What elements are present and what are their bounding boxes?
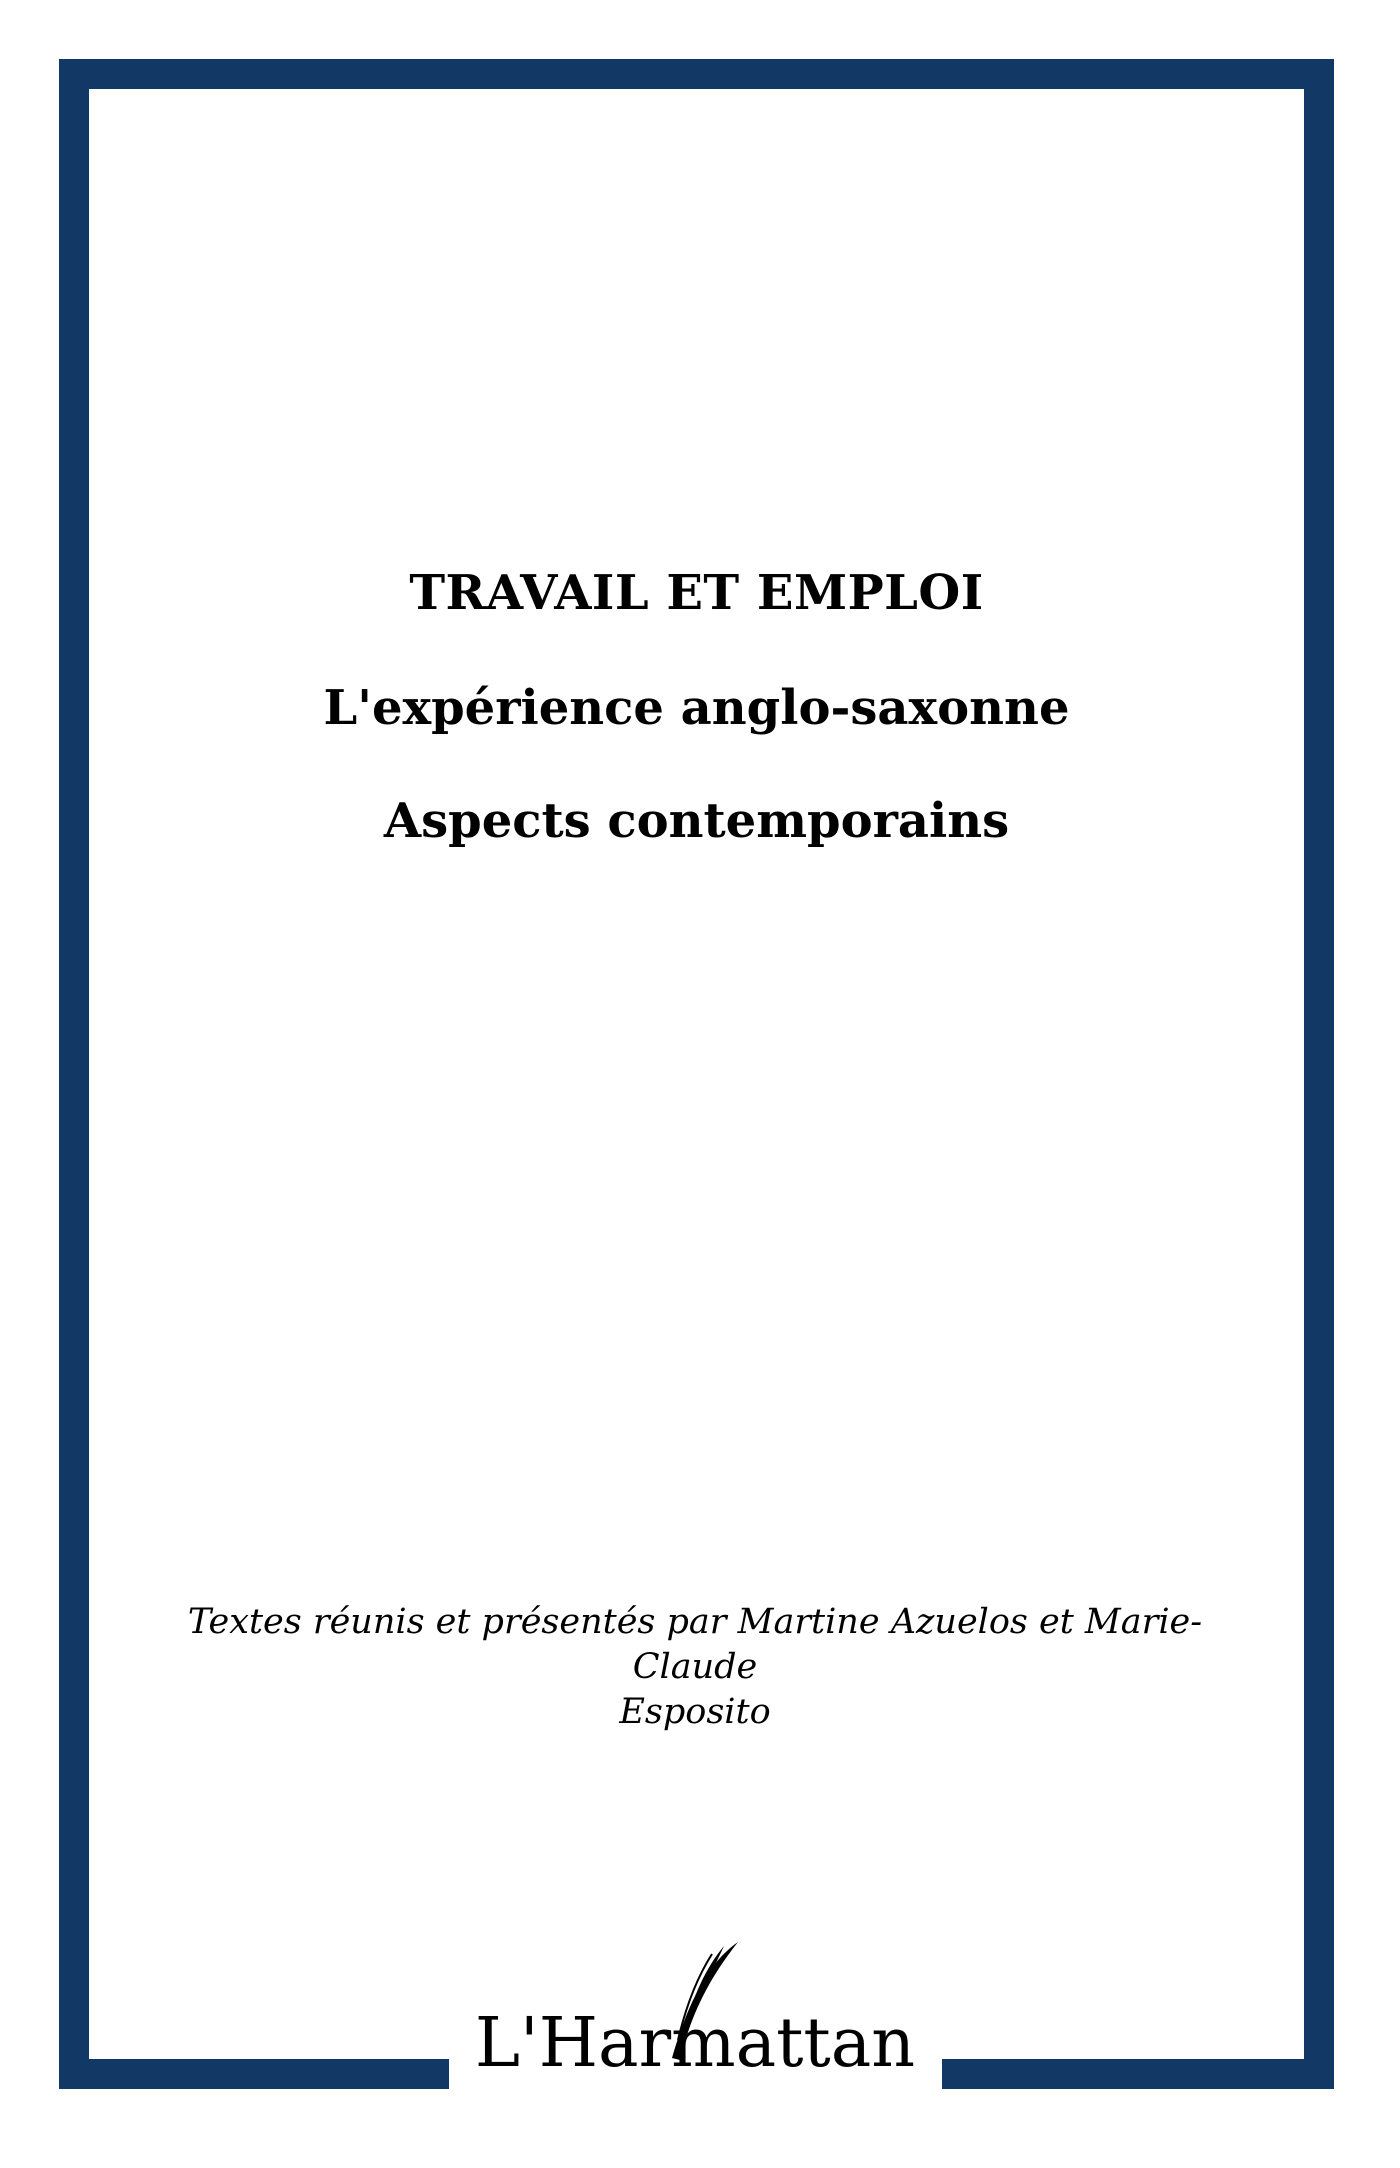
editors-line-1: Textes réunis et présentés par Martine Azuelos et Marie-Claude	[187, 1602, 1203, 1687]
book-title: TRAVAIL ET EMPLOI	[409, 565, 984, 621]
frame-top-border	[59, 59, 1334, 89]
book-subtitle-1: L'expérience anglo-saxonne	[323, 680, 1070, 736]
publisher-logo	[470, 1940, 920, 2085]
frame-right-border	[1304, 59, 1334, 2089]
frame-bottom-right-border	[942, 2059, 1334, 2089]
frame-bottom-left-border	[59, 2059, 449, 2089]
editors-line-2: Esposito	[619, 1692, 771, 1732]
frame-left-border	[59, 59, 89, 2089]
publisher-name: L'Harmattan	[474, 2004, 916, 2083]
book-subtitle-2: Aspects contemporains	[383, 793, 1010, 849]
editors-credit	[130, 1600, 1260, 1735]
